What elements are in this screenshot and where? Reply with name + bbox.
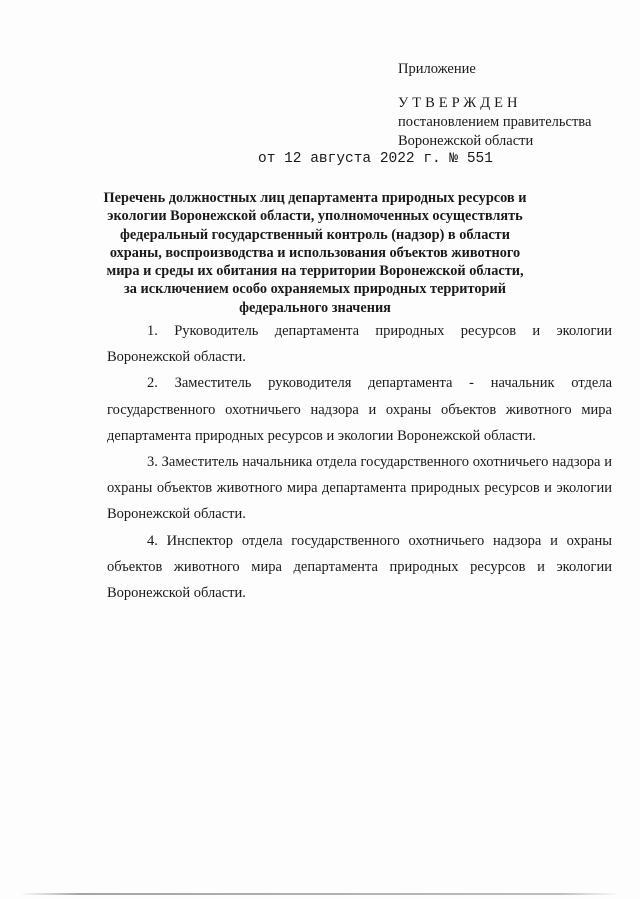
list-item: 1. Руководитель департамента природных ресурсов и экологии Воронежской области. bbox=[107, 323, 612, 366]
approved-by-line-1: постановлением правительства bbox=[398, 114, 592, 130]
approval-block bbox=[398, 94, 591, 151]
officials-list bbox=[107, 318, 612, 606]
decree-date-number: от 12 августа 2022 г. № 551 bbox=[258, 151, 493, 167]
list-item: 3. Заместитель начальника отдела государственного охотничьего надзора и охраны объектов животного мира департамента природных ресурсов и экологии Воронежской области. bbox=[107, 454, 612, 523]
scan-bottom-edge bbox=[20, 893, 620, 895]
approved-by-line-2: Воронежской области bbox=[398, 133, 534, 149]
list-item: 4. Инспектор отдела государственного охотничьего надзора и охраны объектов животного мира департамента природных ресурсов и экологии Воронежской области. bbox=[107, 532, 612, 602]
list-item: 2. Заместитель руководителя департамента - начальник отдела государственного охотничьего надзора и охраны объектов животного мира департамента природных ресурсов и экологии Воронежской области. bbox=[107, 375, 612, 444]
appendix-label: Приложение bbox=[398, 61, 476, 77]
approved-stamp-text: УТВЕРЖДЕН bbox=[398, 95, 522, 111]
document-title: Перечень должностных лиц департамента природных ресурсов и экологии Воронежской области, уполномоченных осуществлять федеральный государственный контроль (надзор) в области охраны, воспроизводства и использования объектов животного мира и среды их обитания на территории Воронежской области, за исключением особо охраняемых природных территорий федерального значения bbox=[103, 190, 527, 316]
